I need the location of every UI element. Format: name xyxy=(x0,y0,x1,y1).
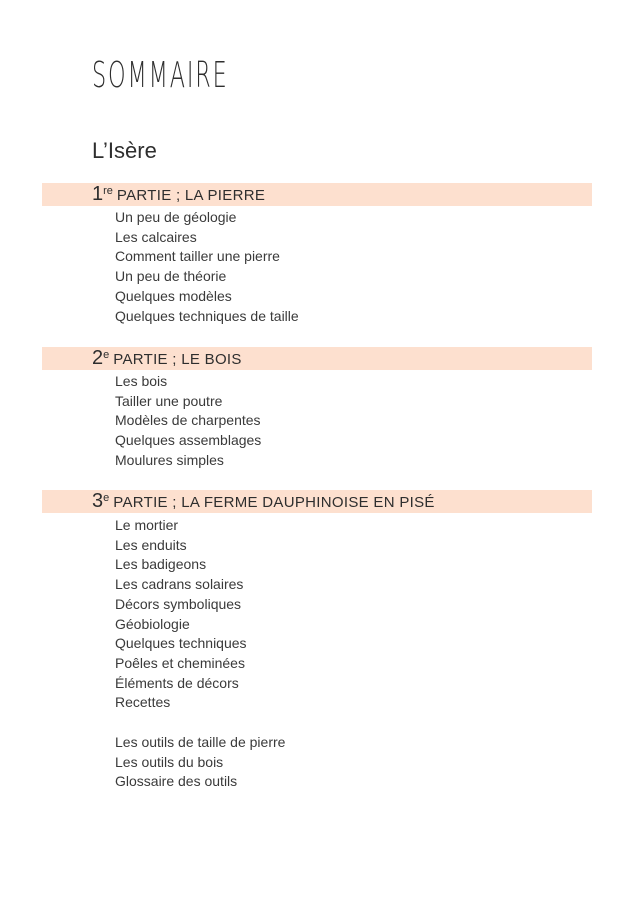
toc-item[interactable]: Tailler une poutre xyxy=(115,392,223,409)
toc-item[interactable]: Éléments de décors xyxy=(115,674,239,691)
part-2-heading[interactable] xyxy=(92,347,242,370)
part-3-ordinal: e xyxy=(103,492,110,504)
toc-item[interactable]: Les bois xyxy=(115,373,168,389)
toc-item[interactable]: Comment tailler une pierre xyxy=(115,248,280,265)
part-3-items xyxy=(115,516,285,792)
toc-item[interactable]: Géobiologie xyxy=(115,615,190,632)
part-2-ordinal: e xyxy=(103,349,110,361)
toc-item[interactable]: Les cadrans solaires xyxy=(115,576,244,593)
toc-item[interactable]: Poêles et cheminées xyxy=(115,654,245,671)
toc-item[interactable]: Décors symboliques xyxy=(115,595,242,612)
appendix-item[interactable]: Glossaire des outils xyxy=(115,773,238,790)
toc-item[interactable]: Moulures simples xyxy=(115,451,224,468)
part-1-label: PARTIE ; LA PIERRE xyxy=(116,187,266,204)
toc-item[interactable]: Quelques assemblages xyxy=(115,432,262,449)
page-subtitle: L’Isère xyxy=(92,138,157,163)
part-3-label: PARTIE ; LA FERME DAUPHINOISE EN PISÉ xyxy=(113,494,435,511)
part-2-items xyxy=(115,372,261,471)
part-1-items xyxy=(115,208,299,326)
part-2-label: PARTIE ; LE BOIS xyxy=(113,351,242,368)
toc-item[interactable]: Les badigeons xyxy=(115,556,207,573)
toc-item[interactable]: Les enduits xyxy=(115,536,187,553)
part-3-number: 3 xyxy=(92,490,104,512)
part-1-number: 1 xyxy=(92,183,104,205)
appendix-item[interactable]: Les outils du bois xyxy=(115,753,224,770)
toc-item[interactable]: Un peu de théorie xyxy=(115,268,227,285)
part-1-heading[interactable] xyxy=(92,183,265,206)
page-title: SOMMAIRE xyxy=(92,55,229,96)
appendix-item[interactable]: Les outils de taille de pierre xyxy=(115,734,286,751)
toc-item[interactable]: Modèles de charpentes xyxy=(115,412,261,429)
toc-item[interactable]: Recettes xyxy=(115,694,171,711)
part-1-ordinal: re xyxy=(103,185,113,197)
toc-item[interactable]: Les calcaires xyxy=(115,228,197,245)
toc-item[interactable]: Le mortier xyxy=(115,517,179,533)
part-2-number: 2 xyxy=(92,347,104,369)
toc-item[interactable]: Quelques techniques xyxy=(115,635,247,652)
toc-item[interactable]: Quelques techniques de taille xyxy=(115,307,299,324)
part-3-heading[interactable] xyxy=(92,490,435,513)
toc-item[interactable]: Quelques modèles xyxy=(115,287,232,304)
toc-item[interactable]: Un peu de géologie xyxy=(115,209,237,225)
